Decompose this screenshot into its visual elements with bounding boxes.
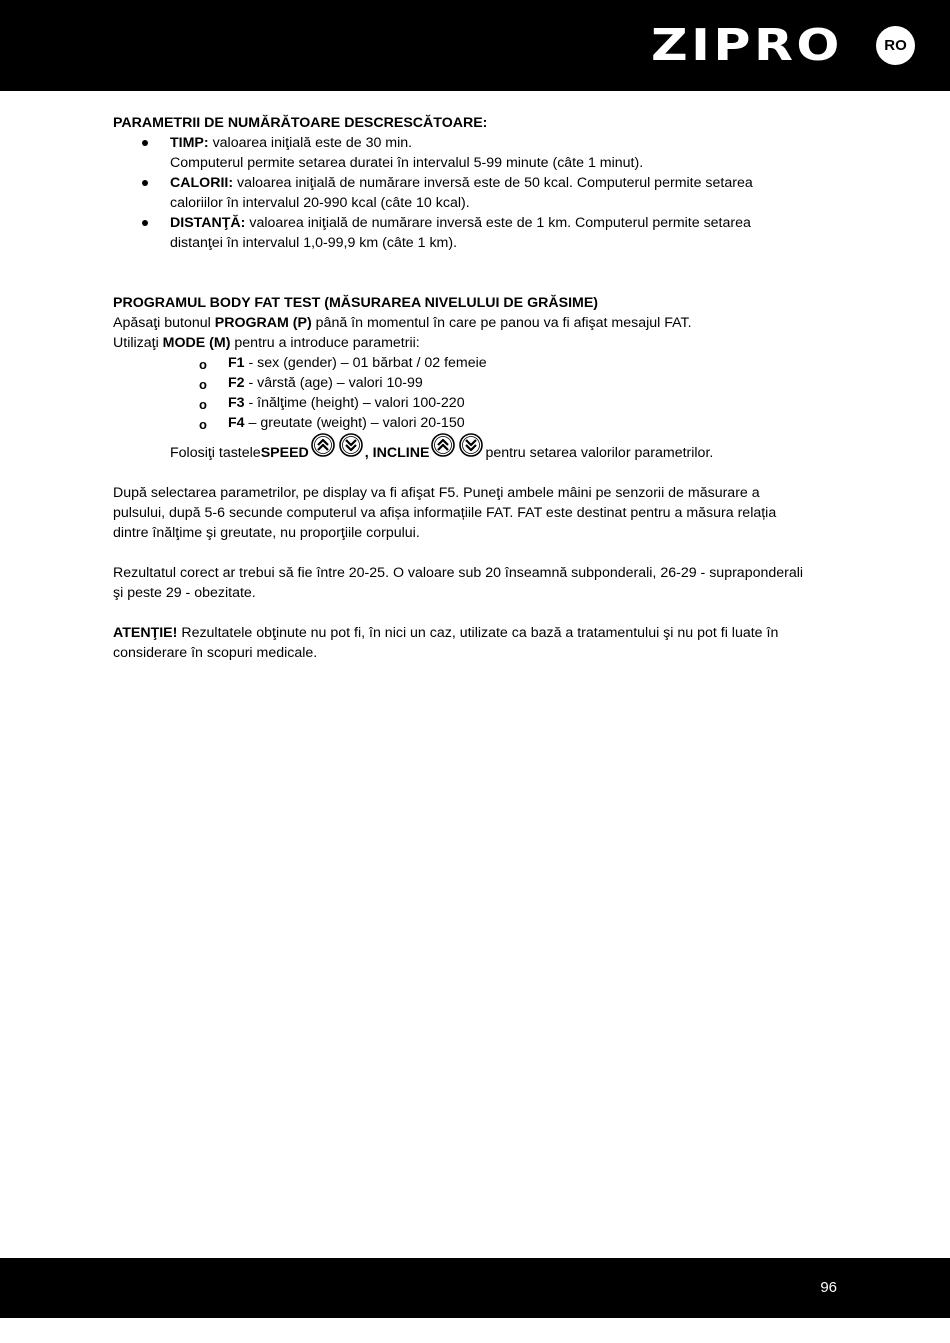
section-countdown-title: PARAMETRII DE NUMĂRĂTOARE DESCRESCĂTOARE:: [113, 115, 488, 131]
calorii-text: valoarea iniţială de numărare inversă este de 50 kcal. Computerul permite setarea: [233, 175, 753, 191]
zipro-logo: ZIPRO: [651, 20, 843, 71]
distanta-text-continued: distanţei în intervalul 1,0-99,9 km (câte 1 km).: [170, 235, 458, 251]
list-item-calorii: [113, 173, 838, 193]
incline-key-label: , INCLINE: [364, 445, 430, 461]
distanta-label: DISTANŢĂ:: [170, 215, 246, 231]
bullet-dot: [142, 220, 148, 226]
timp-text: valoarea iniţială este de 30 min.: [208, 135, 413, 151]
program-key-label: PROGRAM (P): [214, 315, 312, 331]
warning-line2: considerare în scopuri medicale.: [113, 645, 318, 661]
calorii-label: CALORII:: [170, 175, 234, 191]
distanta-text: valoarea iniţială de numărare inversă este de 1 km. Computerul permite setarea: [245, 215, 751, 231]
param-item-f2: [113, 373, 838, 393]
timp-text-continued: Computerul permite setarea duratei în intervalul 5-99 minute (câte 1 minut).: [170, 155, 644, 171]
param-code: F3: [228, 395, 245, 411]
param-text: – greutate (weight) – valori 20-150: [244, 415, 465, 431]
keys-instruction: [113, 433, 838, 463]
section-bodyfat-title: PROGRAMUL BODY FAT TEST (MĂSURAREA NIVELULUI DE GRĂSIME): [113, 295, 599, 311]
text-span: până în momentul în care pe panou va fi afişat mesajul FAT.: [311, 315, 692, 331]
circle-bullet: o: [199, 397, 207, 412]
param-code: F2: [228, 375, 245, 391]
param-code: F4: [228, 415, 245, 431]
bullet-dot: [142, 140, 148, 146]
page-content: [113, 113, 838, 663]
param-code: F1: [228, 355, 245, 371]
text-span: Folosiţi tastele: [170, 445, 261, 461]
chevron-double-up-icon: [311, 433, 335, 457]
timp-label: TIMP:: [170, 135, 209, 151]
param-item-f4: [113, 413, 838, 433]
param-text: - sex (gender) – 01 bărbat / 02 femeie: [244, 355, 487, 371]
text-span: Apăsaţi butonul: [113, 315, 215, 331]
calorii-text-continued: caloriilor în intervalul 20-990 kcal (câte 10 kcal).: [170, 195, 470, 211]
chevron-double-up-icon: [431, 433, 455, 457]
chevron-double-down-icon: [459, 433, 483, 457]
paragraph-result-line1: Rezultatul corect ar trebui să fie între 20-25. O valoare sub 20 înseamnă subponderali, 26-29 - supraponderali: [113, 565, 804, 581]
page-header: [0, 0, 950, 91]
warning-label: ATENŢIE!: [113, 625, 178, 641]
page-number: 96: [820, 1279, 837, 1296]
mode-key-label: MODE (M): [162, 335, 231, 351]
list-item-timp: [113, 133, 838, 153]
param-item-f3: [113, 393, 838, 413]
circle-bullet: o: [199, 357, 207, 372]
paragraph-f5-line2: pulsului, după 5-6 secunde computerul va afișa informațiile FAT. FAT este destinat pentru a măsura relația: [113, 505, 777, 521]
paragraph-mode: [113, 333, 838, 353]
paragraph-f5-line3: dintre înălţime şi greutate, nu proporţiile corpului.: [113, 525, 420, 541]
warning-line1: [113, 623, 838, 643]
text-span: Utilizaţi: [113, 335, 163, 351]
text-span: Rezultatele obţinute nu pot fi, în nici un caz, utilizate ca bază a tratamentului şi nu pot fi luate în: [177, 625, 779, 641]
list-item-distanta: [113, 213, 838, 233]
text-span: pentru a introduce parametrii:: [230, 335, 420, 351]
speed-key-label: SPEED: [260, 445, 309, 461]
text-span: pentru setarea valorilor parametrilor.: [485, 445, 714, 461]
language-badge: RO: [876, 26, 915, 65]
circle-bullet: o: [199, 417, 207, 432]
page-footer: [0, 1258, 950, 1318]
param-item-f1: [113, 353, 838, 373]
param-text: - înălţime (height) – valori 100-220: [244, 395, 465, 411]
circle-bullet: o: [199, 377, 207, 392]
chevron-double-down-icon: [339, 433, 363, 457]
paragraph-program: [113, 313, 838, 333]
param-text: - vârstă (age) – valori 10-99: [244, 375, 423, 391]
bullet-dot: [142, 180, 148, 186]
paragraph-f5-line1: După selectarea parametrilor, pe display va fi afişat F5. Puneţi ambele mâini pe senzorii de măsurare a: [113, 485, 760, 501]
paragraph-result-line2: şi peste 29 - obezitate.: [113, 585, 256, 601]
